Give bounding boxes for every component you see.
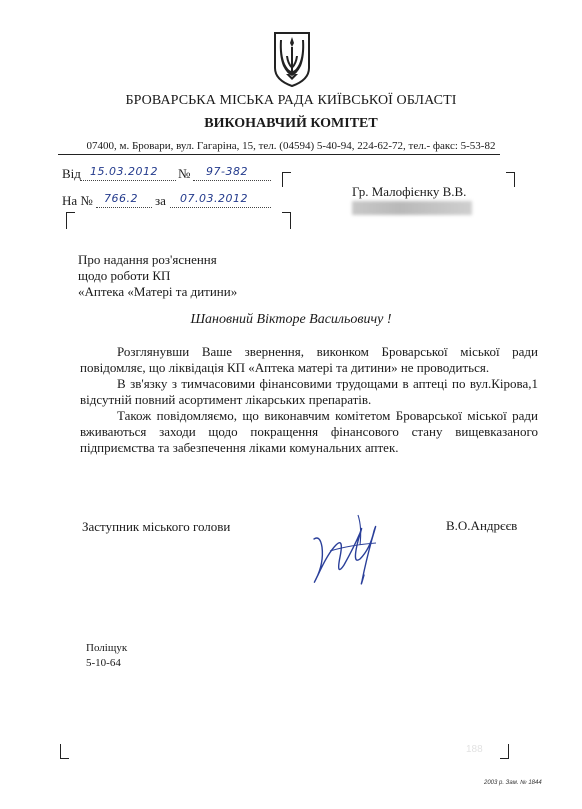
faint-stamp-number: 188 — [466, 744, 483, 755]
subject-line-1: Про надання роз'яснення — [78, 252, 217, 267]
subject-line-2: щодо роботи КП — [78, 268, 171, 283]
out-number-value: 97-382 — [206, 165, 248, 178]
from-date-value: 15.03.2012 — [90, 165, 158, 178]
page-corner-bottom-left — [60, 744, 69, 759]
coat-of-arms-icon — [272, 30, 312, 88]
corner-mark-top-left — [66, 212, 75, 229]
in-number-line — [96, 207, 152, 208]
signatory-position: Заступник міського голови — [82, 519, 231, 534]
subject-line-3: «Аптека «Матері та дитини» — [78, 284, 238, 299]
salutation: Шановний Вікторе Васильовичу ! — [190, 312, 392, 327]
handwritten-signature — [300, 505, 410, 595]
number-sign: № — [178, 166, 191, 181]
redacted-address — [352, 201, 472, 215]
council-address: 07400, м. Бровари, вул. Гагаріна, 15, тел. (04594) 5-40-94, 224-62-72, тел.- факс: 5-53-82 — [86, 140, 496, 152]
on-no-label: На № — [62, 193, 93, 208]
page-corner-bottom-right — [500, 744, 509, 759]
executor-block — [86, 641, 127, 671]
council-name: БРОВАРСЬКА МІСЬКА РАДА КИЇВСЬКОЇ ОБЛАСТІ — [125, 93, 457, 108]
form-print-code: 2003 р. Зам. № 1844 — [484, 780, 542, 786]
body-paragraph-3: Також повідомляємо, що виконавчим комітетом Броварської міської ради вживаються заходи щодо покращення фінансового стану вищевказаного підприємства та забезпечення ліками комунальних аптек. — [80, 408, 538, 455]
address-corner-left — [282, 172, 291, 187]
in-number-value: 766.2 — [104, 192, 138, 205]
address-corner-right — [506, 172, 515, 187]
executor-phone: 5-10-64 — [86, 657, 121, 669]
from-label: Від — [62, 166, 81, 181]
in-date-line — [170, 207, 271, 208]
signatory-name: В.О.Андрєєв — [446, 518, 518, 533]
from-word: за — [155, 193, 166, 208]
out-number-line — [193, 180, 271, 181]
executor-name: Поліщук — [86, 642, 128, 654]
corner-mark-top-right — [282, 212, 291, 229]
committee-name: ВИКОНАВЧИЙ КОМІТЕТ — [204, 116, 378, 131]
body-text — [80, 344, 538, 456]
body-paragraph-1: Розглянувши Ваше звернення, виконком Броварської міської ради повідомляє, що ліквідація КП «Аптека матері та дитини» не проводиться. — [80, 344, 538, 375]
body-paragraph-2: В зв'язку з тимчасовими фінансовими трудощами в аптеці по вул.Кірова,1 відсутній повний асортимент лікарських препаратів. — [80, 376, 538, 407]
from-date-line — [80, 180, 176, 181]
in-date-value: 07.03.2012 — [180, 192, 248, 205]
addressee-name: Гр. Малофієнку В.В. — [352, 184, 467, 199]
header-divider — [58, 154, 500, 155]
